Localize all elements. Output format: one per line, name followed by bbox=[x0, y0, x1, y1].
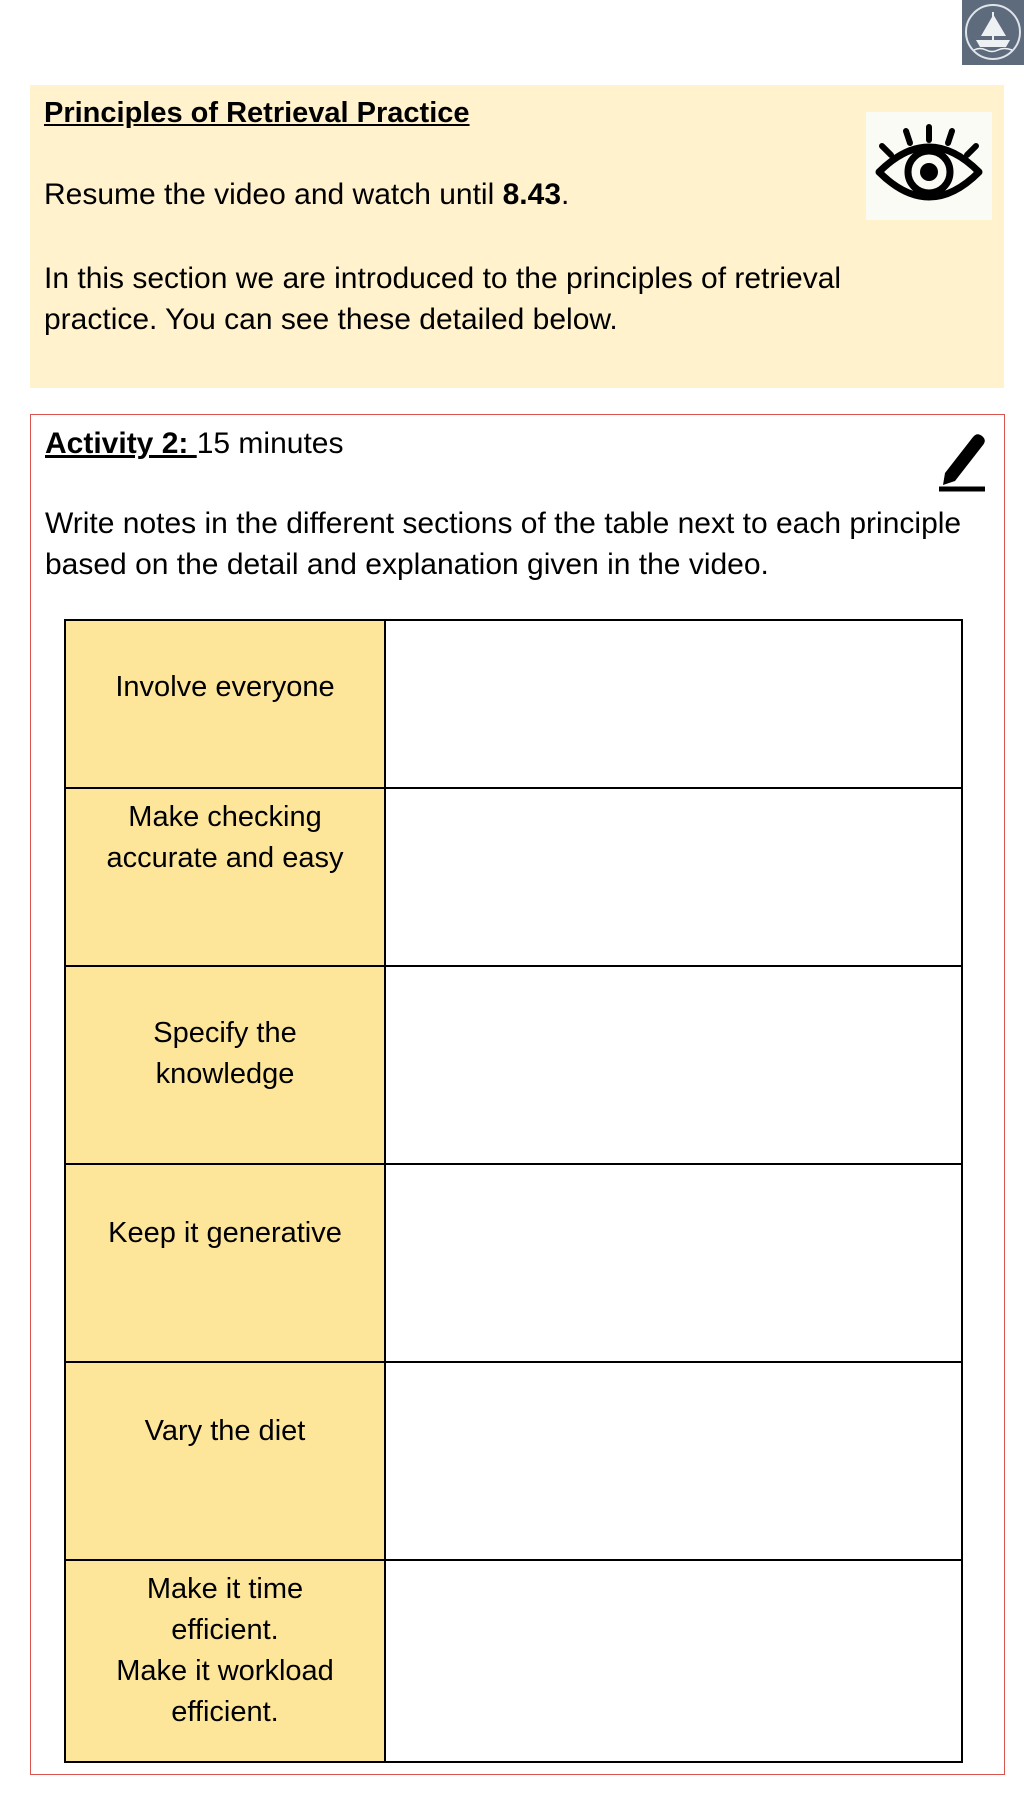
principle-text: Involve everyone bbox=[115, 671, 335, 703]
activity-duration: 15 minutes bbox=[196, 427, 344, 460]
activity-panel bbox=[30, 414, 1005, 1775]
principle-label bbox=[65, 1362, 385, 1560]
resume-instruction bbox=[44, 178, 569, 212]
ship-crest-icon bbox=[962, 0, 1024, 65]
principle-label bbox=[65, 620, 385, 788]
section-title: Principles of Retrieval Practice bbox=[44, 97, 470, 129]
notes-cell[interactable] bbox=[385, 966, 962, 1164]
principle-text: Make it workload efficient. bbox=[116, 1655, 334, 1728]
notes-cell[interactable] bbox=[385, 620, 962, 788]
principle-text: Specify the knowledge bbox=[153, 1017, 297, 1090]
resume-suffix: . bbox=[561, 178, 570, 211]
table-row bbox=[65, 620, 962, 788]
resume-time: 8.43 bbox=[502, 178, 561, 211]
principle-label bbox=[65, 966, 385, 1164]
notes-cell[interactable] bbox=[385, 1164, 962, 1362]
principle-label bbox=[65, 788, 385, 966]
watch-icon-box bbox=[866, 112, 992, 220]
principle-label bbox=[65, 1560, 385, 1762]
table-row bbox=[65, 788, 962, 966]
activity-heading bbox=[45, 427, 343, 461]
intro-paragraph: In this section we are introduced to the principles of retrieval practice. You can see these detailed below. bbox=[44, 262, 842, 336]
principle-text: Make checking accurate and easy bbox=[106, 801, 344, 874]
table-row bbox=[65, 1362, 962, 1560]
principle-text: Vary the diet bbox=[144, 1415, 306, 1447]
intro-panel bbox=[30, 85, 1004, 388]
notes-cell[interactable] bbox=[385, 788, 962, 966]
principle-label bbox=[65, 1164, 385, 1362]
eye-icon bbox=[866, 112, 992, 220]
principle-text: Make it time efficient. bbox=[146, 1573, 304, 1646]
table-row bbox=[65, 1164, 962, 1362]
activity-label: Activity 2: bbox=[45, 427, 197, 460]
school-logo bbox=[962, 0, 1024, 65]
principles-table bbox=[64, 619, 963, 1763]
pencil-icon bbox=[935, 425, 989, 493]
notes-cell[interactable] bbox=[385, 1560, 962, 1762]
table-row bbox=[65, 1560, 962, 1762]
table-row bbox=[65, 966, 962, 1164]
resume-prefix: Resume the video and watch until bbox=[44, 178, 503, 211]
principle-text: Keep it generative bbox=[108, 1217, 342, 1249]
notes-cell[interactable] bbox=[385, 1362, 962, 1560]
activity-instructions: Write notes in the different sections of the table next to each principle based on the detail and explanation given in the video. bbox=[45, 507, 962, 581]
